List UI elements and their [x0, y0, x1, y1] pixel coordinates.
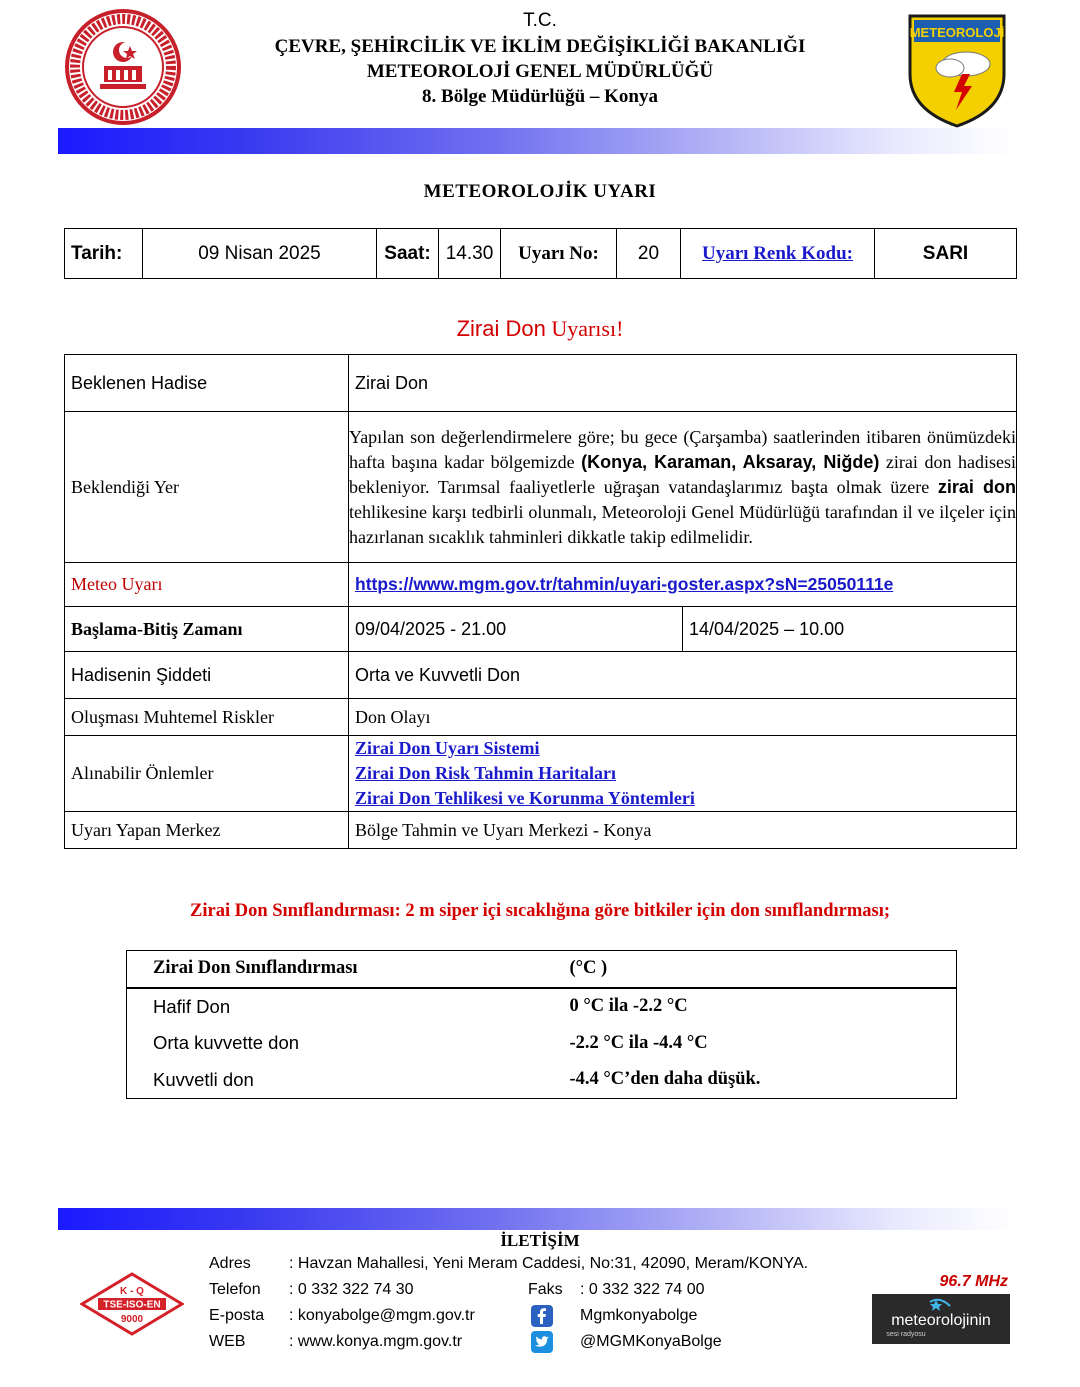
header-directorate: METEOROLOJİ GENEL MÜDÜRLÜĞÜ [366, 61, 714, 82]
date-value: 09 Nisan 2025 [143, 229, 377, 279]
fax-value: : 0 332 322 74 00 [580, 1281, 705, 1298]
measures-links [349, 736, 1017, 812]
address-label: Adres [209, 1255, 251, 1272]
warning-title [0, 316, 1080, 342]
contact-title: İLETİŞİM [500, 1231, 580, 1250]
email-value[interactable]: : konyabolge@mgm.gov.tr [289, 1307, 475, 1324]
email-label: E-posta [209, 1307, 265, 1324]
measure-link-system[interactable]: Zirai Don Uyarı Sistemi [355, 738, 540, 758]
start-time: 09/04/2025 - 21.00 [349, 607, 683, 652]
phone-value: : 0 332 322 74 30 [289, 1281, 414, 1298]
time-value: 14.30 [439, 229, 501, 279]
event-value: Zirai Don [349, 355, 1017, 412]
meteo-warning-link[interactable]: https://www.mgm.gov.tr/tahmin/uyari-goster.aspx?sN=25050111e [349, 563, 1017, 607]
tse-text-iso: TSE-ISO-EN [103, 1299, 161, 1311]
radio-name: meteorolojinin [891, 1312, 991, 1329]
radio-frequency: 96.7 MHz [939, 1273, 1008, 1290]
warning-details-table [64, 354, 1017, 849]
classification-title: Zirai Don Sınıflandırması: 2 m siper içi sıcaklığına göre bitkiler için don sınıflandırması; [190, 901, 890, 921]
address-value: : Havzan Mahallesi, Yeni Meram Caddesi, No:31, 42090, Meram/KONYA. [289, 1255, 809, 1272]
header-band [58, 128, 1016, 154]
document-title: METEOROLOJİK UYARI [423, 181, 657, 202]
warning-no-value: 20 [617, 229, 681, 279]
center-value: Bölge Tahmin ve Uyarı Merkezi - Konya [349, 812, 1017, 849]
twitter-handle[interactable]: @MGMKonyaBolge [580, 1333, 722, 1350]
time-label: Saat: [377, 229, 439, 279]
header-region: 8. Bölge Müdürlüğü – Konya [422, 86, 658, 107]
date-label: Tarih: [65, 229, 143, 279]
warning-no-label: Uyarı No: [501, 229, 617, 279]
twitter-icon[interactable] [531, 1331, 553, 1353]
web-label: WEB [209, 1333, 246, 1350]
measure-link-protection[interactable]: Zirai Don Tehlikesi ve Korunma Yöntemleri [355, 788, 695, 808]
color-code-link[interactable]: Uyarı Renk Kodu: [681, 229, 875, 279]
tse-text-9000: 9000 [120, 1314, 144, 1325]
phone-label: Telefon [209, 1281, 261, 1298]
center-label: Uyarı Yapan Merkez [65, 812, 349, 849]
frost-header-unit: (°C ) [540, 951, 957, 988]
place-text: Yapılan son değerlendirmelere göre; bu gece (Çarşamba) saatlerinden itibaren önümüzdeki hafta başına kadar bölgemizde (Konya, Karaman, Aksaray, Niğde) zirai don hadisesi bekleniyor. Tarımsal faaliyetlerle uğraşan vatandaşlarımız başta olmak üzere zirai don tehlikesine karşı tedbirli olunmalı, Meteoroloji Genel Müdürlüğü tarafından il ve ilçeler için hazırlanan sıcaklık tahminleri dikkatle takip edilmelidir. [349, 412, 1017, 563]
header-tc: T.C. [523, 10, 557, 31]
frost-row-range: 0 °C ila -2.2 °C [540, 988, 957, 1025]
severity-label: Hadisenin Şiddeti [65, 652, 349, 699]
frost-row-range: -4.4 °C’den daha düşük. [540, 1062, 957, 1099]
web-value[interactable]: : www.konya.mgm.gov.tr [289, 1333, 463, 1350]
logo-text: METEOROLOJİ [909, 25, 1005, 40]
time-range-label: Başlama-Bitiş Zamanı [65, 607, 349, 652]
frost-row-range: -2.2 °C ila -4.4 °C [540, 1025, 957, 1062]
meteo-warning-label: Meteo Uyarı [65, 563, 349, 607]
facebook-handle[interactable]: Mgmkonyabolge [580, 1307, 698, 1324]
frost-classification-table [126, 950, 957, 1099]
frost-row-name: Hafif Don [127, 988, 540, 1025]
radio-subtitle: sesi radyosu [886, 1331, 926, 1338]
end-time: 14/04/2025 – 10.00 [683, 607, 1017, 652]
risk-value: Don Olayı [349, 699, 1017, 736]
risk-label: Oluşması Muhtemel Riskler [65, 699, 349, 736]
tse-iso-logo [80, 1272, 184, 1336]
frost-row-name: Kuvvetli don [127, 1062, 540, 1099]
warning-info-table [64, 228, 1017, 279]
fax-label: Faks [528, 1281, 563, 1298]
frost-row-name: Orta kuvvette don [127, 1025, 540, 1062]
meteoroloji-shield-logo [906, 12, 1008, 128]
header-ministry: ÇEVRE, ŞEHİRCİLİK VE İKLİM DEĞİŞİKLİĞİ BAKANLIĞI [274, 36, 806, 57]
event-label: Beklenen Hadise [65, 355, 349, 412]
tse-text-kq: K - Q [120, 1286, 144, 1297]
color-code-value: SARI [875, 229, 1017, 279]
measure-link-risk-maps[interactable]: Zirai Don Risk Tahmin Haritaları [355, 763, 617, 783]
provinces: (Konya, Karaman, Aksaray, Niğde) [581, 451, 880, 472]
radio-station-logo [870, 1270, 1012, 1346]
severity-value: Orta ve Kuvvetli Don [349, 652, 1017, 699]
frost-header-name: Zirai Don Sınıflandırması [127, 951, 540, 988]
measures-label: Alınabilir Önlemler [65, 736, 349, 812]
footer-band [58, 1208, 1016, 1230]
facebook-icon[interactable] [531, 1305, 553, 1327]
place-label: Beklendiği Yer [65, 412, 349, 563]
warning-title-hazard: Zirai Don [456, 316, 546, 341]
warning-title-suffix: Uyarısı! [545, 316, 624, 341]
